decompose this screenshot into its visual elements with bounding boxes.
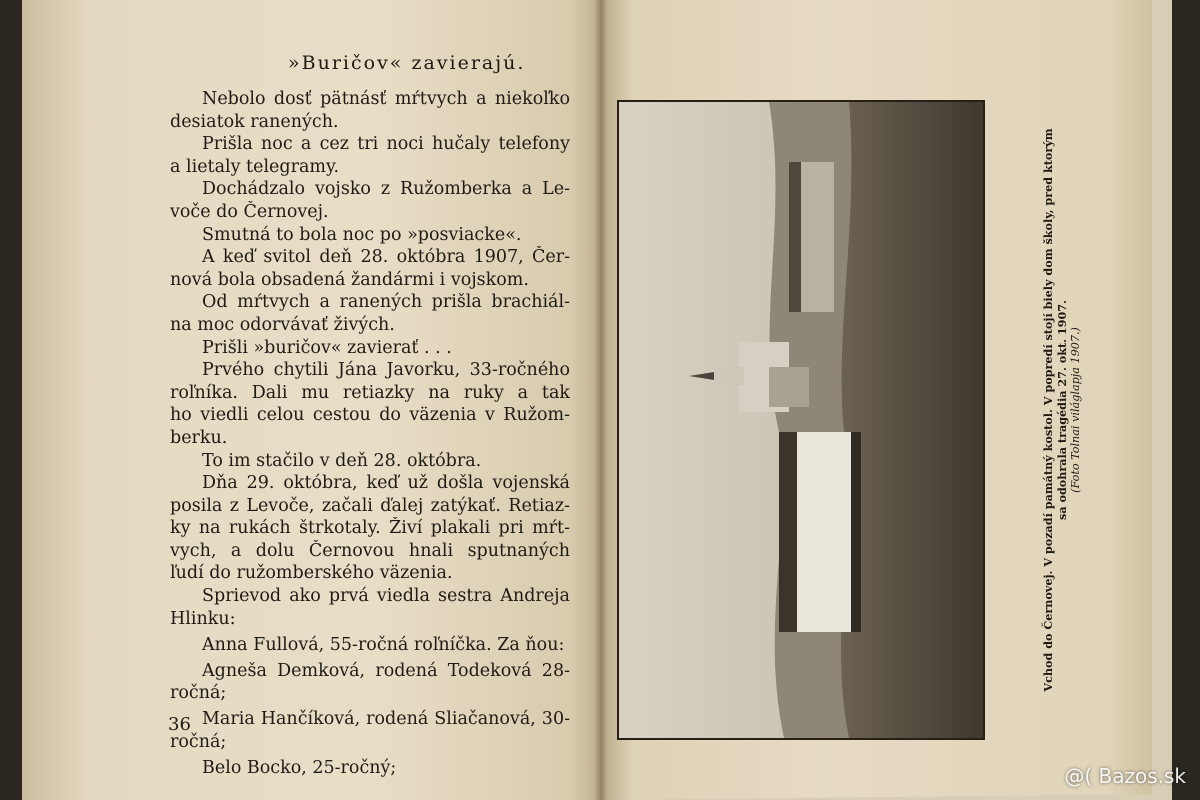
text-line: roľníka. Dali mu retiazky na ruky a tak [170, 382, 570, 403]
text-line: A keď svitol deň 28. októbra 1907, Čer- [202, 247, 570, 268]
watermark-logo: @( Bazos.sk [1064, 764, 1186, 788]
text-line: ročná; [170, 731, 227, 752]
text-line: Dňa 29. októbra, keď už došla vojenská [202, 473, 570, 494]
book-gutter [594, 0, 608, 800]
text-line: Smutná to bola noc po »posviacke«. [202, 224, 522, 245]
text-line: Sprievod ako prvá viedla sestra Andreja [202, 586, 570, 607]
text-line: Dochádzalo vojsko z Ružomberka a Le- [202, 179, 570, 200]
text-line: ročná; [170, 683, 227, 704]
village-photograph [617, 100, 985, 740]
text-line: nová bola obsadená žandármi i vojskom. [170, 269, 529, 290]
text-line: Maria Hančíková, rodená Sliačanová, 30- [202, 709, 570, 730]
text-line: na moc odorvávať živých. [170, 314, 395, 335]
text-line: ľudí do ružomberského väzenia. [170, 563, 453, 584]
text-line: Nebolo dosť pätnásť mŕtvych a niekoľko [202, 89, 570, 109]
photo-long-house [794, 432, 854, 632]
text-line: To im stačilo v deň 28. októbra. [202, 450, 482, 471]
chapter-heading: »Buričov« zavierajú. [288, 52, 526, 74]
text-line: Belo Bocko, 25-ročný; [202, 757, 397, 778]
left-page [22, 0, 600, 800]
text-line: berku. [170, 427, 228, 448]
open-book [22, 0, 1172, 800]
photo-roofs [789, 162, 801, 312]
photo-field [841, 102, 983, 738]
photo-credit: (Foto Tolnai világlapja 1907.) [1068, 327, 1082, 493]
photo-small-house [769, 367, 809, 407]
text-line: vych, a dolu Černovou hnali sputnaných [170, 540, 570, 561]
photo-church-tower [714, 367, 744, 385]
caption-line-1: Vchod do Černovej. V pozadí památný kostol. V popredí stojí biely dom školy, pred ktorým [1040, 128, 1055, 692]
text-line: voče do Černovej. [170, 201, 329, 222]
text-line: ky na rukách štrkotaly. Živí plakali pri mŕt- [170, 518, 570, 539]
page-number: 36 [168, 714, 191, 735]
text-line: Agneša Demková, rodená Todeková 28- [202, 660, 570, 681]
text-line: Prišla noc a cez tri noci hučaly telefony [202, 134, 570, 155]
text-line: Anna Fullová, 55-ročná roľníčka. Za ňou: [202, 634, 565, 655]
body-text [170, 88, 570, 779]
photo-long-house-shadow [851, 432, 861, 632]
text-line: desiatok ranených. [170, 111, 339, 132]
text-line: Prvého chytili Jána Javorku, 33-ročného [202, 360, 570, 381]
text-line: Hlinku: [170, 608, 236, 629]
text-line: Od mŕtvych a ranených prišla brachiál- [202, 292, 570, 313]
text-line: ho viedli celou cestou do väzenia v Ružom- [170, 405, 570, 426]
caption-line-2: sa odohrala tragédia 27. okt. 1907. [1054, 300, 1069, 520]
text-line: Prišli »buričov« zavierať . . . [202, 337, 452, 358]
photo-long-house-roof [779, 432, 797, 632]
text-line: posila z Levoče, začali ďalej zatýkať. Retiaz- [170, 495, 570, 516]
text-line: a lietaly telegramy. [170, 156, 340, 177]
